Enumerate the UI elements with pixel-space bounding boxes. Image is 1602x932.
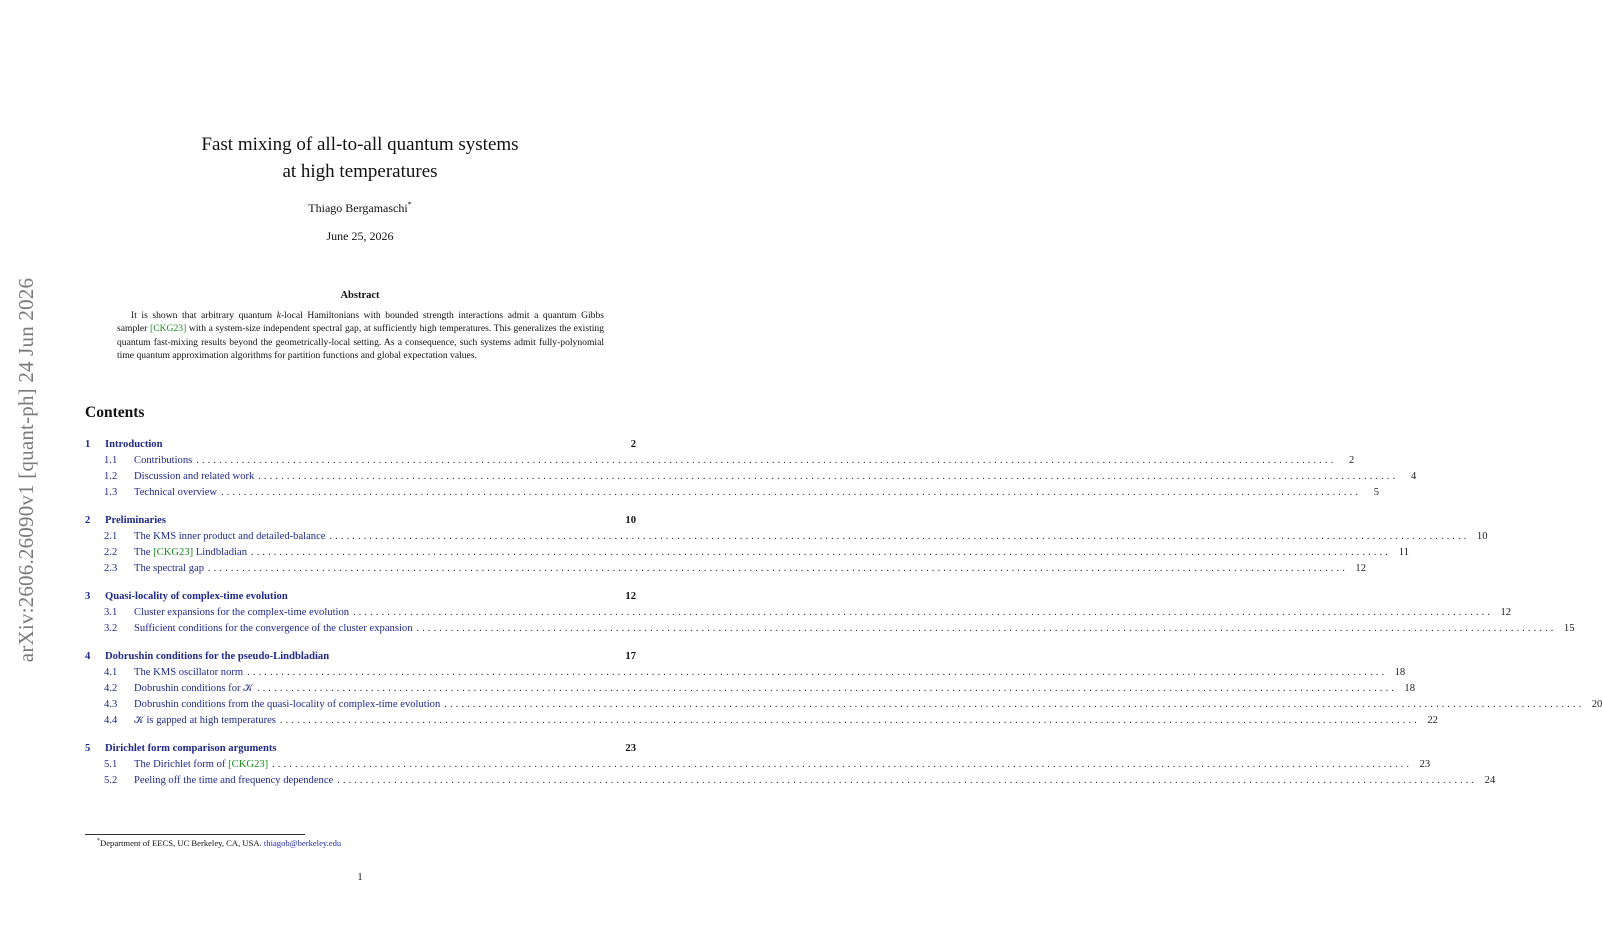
toc-subsection-title[interactable] [134,757,268,773]
toc-subsection-page: 18 [1394,667,1406,678]
toc-leader-dots: ........................................................................................................................................................................................................ [257,683,1398,694]
toc-leader-dots: ........................................................................................................................................................................................................ [251,547,1391,558]
toc-subsection-title[interactable]: Dobrushin conditions from the quasi-locality of complex-time evolution [134,699,441,710]
page-number: 1 [357,872,363,883]
toc-subsection-row[interactable] [85,453,1355,469]
toc-subsection-title[interactable]: The spectral gap [134,563,205,574]
toc-leader-dots: ........................................................................................................................................................................................................ [272,759,1413,770]
toc-leader-dots: ........................................................................................................................................................................................................ [221,487,1362,498]
toc-section-number: 3 [85,591,91,602]
toc-subsection-row[interactable] [85,561,1367,577]
toc-section-row[interactable] [85,589,636,605]
toc-subsection-row[interactable] [85,485,1380,501]
toc-section-row[interactable] [85,649,636,665]
toc-subsection-row[interactable] [85,621,1575,637]
footnote-email-link[interactable]: thiagob@berkeley.edu [263,838,342,848]
toc-subsection-row[interactable] [85,469,1417,485]
toc-subsection-title[interactable]: Sufficient conditions for the convergence of the cluster expansion [134,623,413,634]
toc-section-title[interactable]: Quasi-locality of complex-time evolution [105,591,288,602]
toc-section-number: 5 [85,743,91,754]
toc-subsection-page: 22 [1427,715,1438,726]
toc-leader-dots: ........................................................................................................................................................................................................ [416,623,1557,634]
toc-spacer [85,729,636,741]
toc-spacer [85,577,636,589]
toc-subsection-number: 4.4 [104,715,118,726]
toc-leader-dots: ........................................................................................................................................................................................................ [247,667,1388,678]
toc-subsection-row[interactable] [85,681,1416,697]
table-of-contents [85,437,1602,789]
toc-section-row[interactable] [85,437,636,453]
citation-link[interactable]: [CKG23] [150,323,187,335]
toc-spacer [85,501,636,513]
toc-subsection-page: 11 [1398,547,1409,558]
toc-section-row[interactable] [85,513,636,529]
toc-subsection-number: 2.1 [104,531,118,542]
toc-subsection-title[interactable] [134,545,247,561]
toc-subsection-number: 2.2 [104,547,118,558]
toc-leader-dots: ........................................................................................................................................................................................................ [329,531,1470,542]
toc-subsection-title[interactable]: The KMS inner product and detailed-balance [134,531,326,542]
toc-section-page: 10 [625,515,636,526]
abstract-part-3: with a system-size independent spectral gap, at sufficiently high temperatures. This generalizes the existing quantum fast-mixing results beyond the geometrically-local setting. As a consequence, such systems admit fully-polynomial time quantum approximation algorithms for partition functions and global expectation values. [117,323,604,362]
toc-leader-dots: ........................................................................................................................................................................................................ [196,455,1337,466]
toc-label-post: Lindbladian [193,547,247,558]
toc-label-pre: The [134,547,154,558]
toc-subsection-row[interactable] [85,529,1488,545]
toc-subsection-number: 1.2 [104,471,118,482]
toc-subsection-row[interactable] [85,757,1431,773]
toc-subsection-number: 1.3 [104,487,118,498]
toc-subsection-row[interactable] [85,713,1438,729]
toc-citation-link[interactable]: [CKG23] [228,759,269,770]
toc-subsection-row[interactable] [85,545,1409,561]
toc-subsection-title[interactable]: Contributions [134,455,193,466]
toc-subsection-number: 4.3 [104,699,118,710]
title-line-2: at high temperatures [282,161,438,182]
toc-subsection-number: 3.2 [104,623,118,634]
toc-section-number: 4 [85,651,91,662]
toc-leader-dots: ........................................................................................................................................................................................................ [444,699,1585,710]
toc-subsection-number: 3.1 [104,607,118,618]
toc-subsection-page: 23 [1419,759,1431,770]
toc-subsection-title[interactable]: Discussion and related work [134,471,255,482]
toc-section-number: 2 [85,515,91,526]
toc-subsection-number: 1.1 [104,455,118,466]
toc-subsection-title[interactable]: Technical overview [134,487,218,498]
author-name: Thiago Bergamaschi [308,201,408,215]
date: June 25, 2026 [326,229,394,243]
abstract-text [117,309,604,363]
toc-subsection-title[interactable]: The KMS oscillator norm [134,667,244,678]
toc-subsection-page: 10 [1476,531,1488,542]
toc-subsection-row[interactable] [85,665,1406,681]
toc-section-page: 2 [630,439,636,450]
toc-section-title[interactable]: Introduction [105,439,163,450]
toc-subsection-title[interactable]: Cluster expansions for the complex-time evolution [134,607,350,618]
toc-subsection-page: 12 [1500,607,1512,618]
contents-heading: Contents [85,404,145,421]
toc-subsection-page: 20 [1591,699,1602,710]
toc-section-page: 12 [625,591,636,602]
toc-leader-dots: ........................................................................................................................................................................................................ [353,607,1494,618]
toc-leader-dots: ........................................................................................................................................................................................................ [258,471,1399,482]
author-footnote-mark[interactable]: * [407,200,412,209]
toc-section-page: 23 [625,743,636,754]
toc-leader-dots: ........................................................................................................................................................................................................ [279,715,1420,726]
toc-subsection-page: 5 [1373,487,1380,498]
toc-subsection-title[interactable]: Peeling off the time and frequency dependence [134,775,334,786]
toc-subsection-page: 12 [1355,563,1367,574]
toc-subsection-row[interactable] [85,605,1512,621]
toc-subsection-row[interactable] [85,773,1496,789]
toc-spacer [85,637,636,649]
toc-subsection-row[interactable] [85,697,1602,713]
toc-subsection-number: 5.2 [104,775,118,786]
toc-section-title[interactable]: Preliminaries [105,515,166,526]
abstract-heading: Abstract [340,290,380,301]
paper-title [0,131,720,185]
toc-citation-link[interactable]: [CKG23] [153,547,194,558]
toc-subsection-page: 4 [1411,471,1417,482]
toc-section-title[interactable]: Dirichlet form comparison arguments [105,743,277,754]
title-line-1: Fast mixing of all-to-all quantum systems [201,134,519,155]
abstract-part-1: It is shown that arbitrary quantum [131,310,277,321]
toc-subsection-number: 4.1 [104,667,118,678]
footnote-text: Department of EECS, UC Berkeley, CA, USA. [100,838,264,848]
toc-subsection-number: 5.1 [104,759,118,770]
toc-subsection-number: 4.2 [104,683,118,694]
footnote-mark: * [97,838,100,845]
toc-subsection-page: 2 [1348,455,1355,466]
toc-section-row[interactable] [85,741,636,757]
toc-subsection-title[interactable]: Dobrushin conditions for 𝒦 [134,683,254,694]
toc-label-pre: The Dirichlet form of [134,759,229,770]
toc-leader-dots: ........................................................................................................................................................................................................ [208,563,1349,574]
toc-subsection-title[interactable]: 𝒦 is gapped at high temperatures [134,715,276,726]
toc-subsection-page: 24 [1484,775,1496,786]
abstract-part-2: -local Hamiltonians with bounded strength interactions admit a quantum Gibbs sampler [117,310,604,335]
abstract-k: k [276,310,281,321]
toc-leader-dots: ........................................................................................................................................................................................................ [337,775,1478,786]
footnote [97,838,341,848]
author [0,200,720,216]
footnote-rule [85,834,305,835]
toc-section-page: 17 [625,651,636,662]
arxiv-stamp: arXiv:2606.26090v1 [quant-ph] 24 Jun 2026 [14,277,38,663]
toc-subsection-page: 18 [1404,683,1416,694]
toc-subsection-page: 15 [1563,623,1575,634]
toc-subsection-number: 2.3 [104,563,118,574]
toc-section-number: 1 [85,439,91,450]
toc-section-title[interactable]: Dobrushin conditions for the pseudo-Lindbladian [105,651,330,662]
